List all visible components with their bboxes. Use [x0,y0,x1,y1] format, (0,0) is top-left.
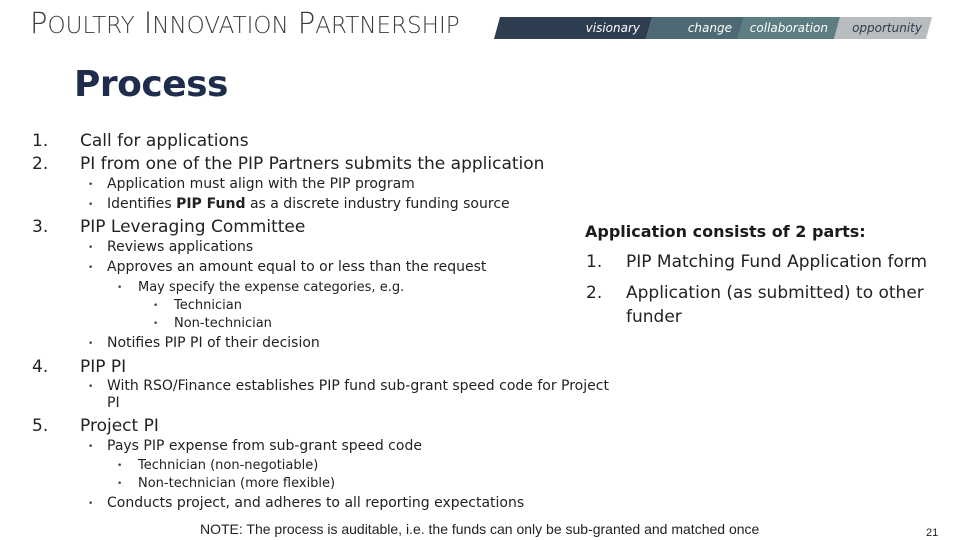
bullet-icon: • [88,180,94,190]
page-number: 21 [926,527,939,539]
step-2-text: PI from one of the PIP Partners submits the application [80,154,545,174]
logo: P OULTRY I NNOVATION P ARTNERSHIP [30,6,460,40]
step-5-sub-2: Conducts project, and adheres to all reporting expectations [107,495,525,511]
tagline-bar [494,17,934,39]
step-5-sub-1-1: Technician (non-negotiable) [138,458,319,473]
tagline-opportunity: opportunity [852,21,922,35]
step-4-sub-1-line-1: With RSO/Finance establishes PIP fund sub-grant speed code for Project [107,378,609,394]
step-5-sub-1: Pays PIP expense from sub-grant speed code [107,438,422,454]
step-1-text: Call for applications [80,131,249,151]
application-item-2-text-line-2: funder [626,307,682,327]
step-3-expense-category-2: Non-technician [174,316,272,331]
bullet-icon: • [88,200,94,210]
step-4-sub-1-line-2: PI [107,395,120,411]
step-4-number: 4. [32,357,49,377]
page-title: Process [74,64,228,105]
application-item-2-text-line-1: Application (as submitted) to other [626,283,924,303]
step-1-number: 1. [32,131,49,151]
step-3-sub-3: Notifies PIP PI of their decision [107,335,320,351]
bullet-icon: • [88,499,94,509]
bullet-icon: • [88,243,94,253]
step-3-expense-category-1: Technician [174,298,242,313]
step-3-number: 3. [32,217,49,237]
bullet-icon: • [117,461,123,471]
step-4-text: PIP PI [80,357,127,377]
step-2-sub-2: Identifies PIP Fund as a discrete industry funding source [107,196,510,212]
application-item-2-number: 2. [586,283,603,303]
tagline-change: change [687,21,732,35]
step-3-sub-1: Reviews applications [107,239,254,255]
bullet-icon: • [153,301,159,311]
step-2-number: 2. [32,154,49,174]
step-3-text: PIP Leveraging Committee [80,217,306,237]
bullet-icon: • [117,479,123,489]
bullet-icon: • [88,339,94,349]
step-3-sub-2-1: May specify the expense categories, e.g. [138,280,405,295]
application-item-1-number: 1. [586,252,603,272]
bullet-icon: • [153,319,159,329]
step-5-number: 5. [32,416,49,436]
tagline-visionary: visionary [585,21,640,35]
step-5-sub-1-2: Non-technician (more flexible) [138,476,336,491]
step-3-sub-2: Approves an amount equal to or less than the request [107,259,487,275]
bullet-icon: • [88,442,94,452]
tagline-collaboration: collaboration [749,21,828,35]
bullet-icon: • [117,283,123,293]
step-5-text: Project PI [80,416,159,436]
footer-note: NOTE: The process is auditable, i.e. the funds can only be sub-granted and matched once [200,521,760,537]
bullet-icon: • [88,382,94,392]
step-2-sub-1: Application must align with the PIP program [107,176,415,192]
bullet-icon: • [88,263,94,273]
application-heading: Application consists of 2 parts: [585,222,866,241]
application-item-1-text: PIP Matching Fund Application form [626,252,928,272]
